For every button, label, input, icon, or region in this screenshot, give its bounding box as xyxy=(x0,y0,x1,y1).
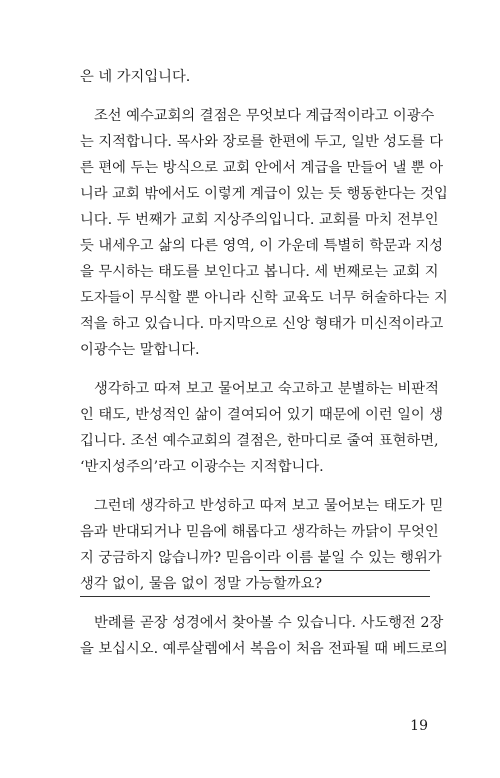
paragraph-line: 반례를 곧장 성경에서 찾아볼 수 있습니다. 사도행전 2장 xyxy=(94,615,444,631)
paragraph-line: 을 무시하는 태도를 보인다고 봅니다. 세 번째로는 교회 지 xyxy=(80,264,439,280)
paragraph-line: 른 편에 두는 방식으로 교회 안에서 계급을 만들어 낼 뿐 아 xyxy=(80,160,444,176)
paragraph-line: 니다. 두 번째가 교회 지상주의입니다. 교회를 마치 전부인 xyxy=(80,212,439,228)
paragraph-line: 을 보십시오. 예루살렘에서 복음이 처음 전파될 때 베드로의 xyxy=(80,641,448,657)
paragraph-line: 생각하고 따져 보고 물어보고 숙고하고 분별하는 비판적 xyxy=(94,381,439,397)
paragraph-line: 생각 없이, 물음 없이 정말 가능할까요? xyxy=(80,576,323,592)
paragraph-line: 이광수는 말합니다. xyxy=(80,342,200,358)
paragraph-line: 인 태도, 반성적인 삶이 결여되어 있기 때문에 이런 일이 생 xyxy=(80,407,444,423)
paragraph-line: 도자들이 무식할 뿐 아니라 신학 교육도 너무 허술하다는 지 xyxy=(80,290,448,306)
paragraph-line: 적을 하고 있습니다. 마지막으로 신앙 형태가 미신적이라고 xyxy=(80,316,444,332)
paragraph-line: 조선 예수교회의 결점은 무엇보다 계급적이라고 이광수 xyxy=(94,108,435,124)
paragraph-line: 은 네 가지입니다. xyxy=(80,69,191,85)
paragraph-line: 지 궁금하지 않습니까? 믿음이라 이름 붙일 수 있는 행위가 xyxy=(80,550,442,566)
paragraph-line: 그런데 생각하고 반성하고 따져 보고 물어보는 태도가 믿 xyxy=(94,498,444,514)
paragraph-line: 니라 교회 밖에서도 이렇게 계급이 있는 듯 행동한다는 것입 xyxy=(80,186,448,202)
paragraph-line: 음과 반대되거나 믿음에 해롭다고 생각하는 까닭이 무엇인 xyxy=(80,524,439,540)
paragraph-line: 듯 내세우고 삶의 다른 영역, 이 가운데 특별히 학문과 지성 xyxy=(80,238,444,254)
emphasis-underline xyxy=(80,596,430,597)
page-number: 19 xyxy=(410,718,428,734)
paragraph-line: 깁니다. 조선 예수교회의 결점은, 한마디로 줄여 표현하면, xyxy=(80,433,439,449)
paragraph-line: ‘반지성주의’라고 이광수는 지적합니다. xyxy=(80,459,324,475)
paragraph-line: 는 지적합니다. 목사와 장로를 한편에 두고, 일반 성도를 다 xyxy=(80,134,444,150)
